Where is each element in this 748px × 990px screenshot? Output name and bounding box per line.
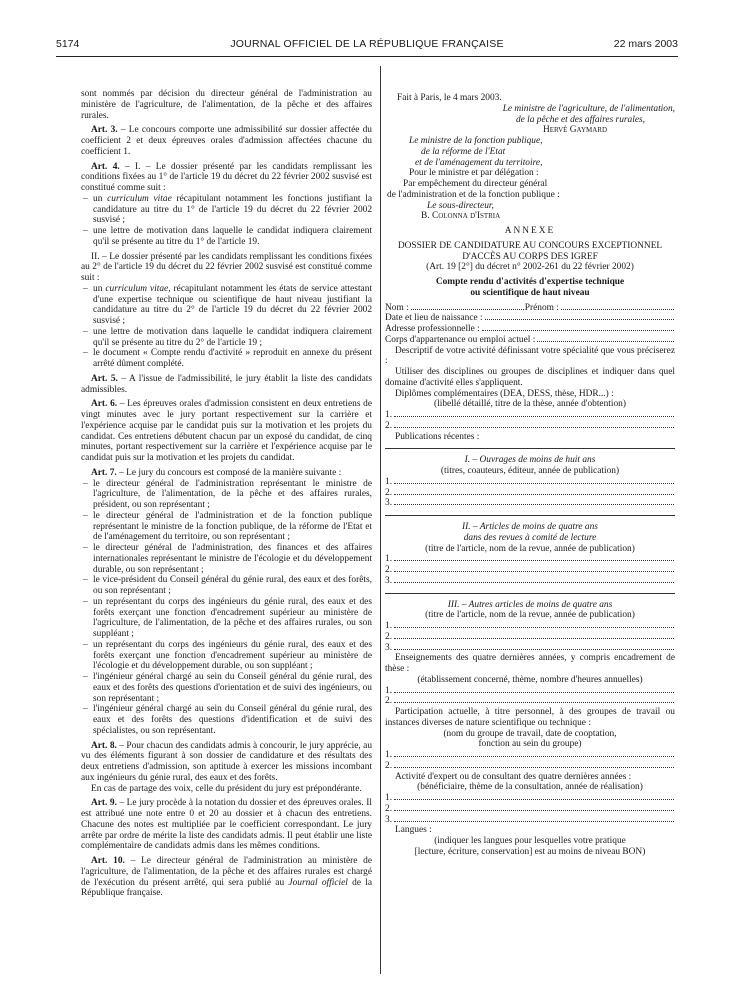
form-field-birth: Date et lieu de naissance : [385,313,675,324]
form-line: 2. [385,804,675,815]
form-line: 1. [385,410,675,421]
article-4-number: Art. 4. [91,161,120,172]
form-line: 3. [385,576,675,587]
form-line: 2. [385,761,675,772]
participation-label: Participation actuelle, à titre personnel, à des groupes de travail ou instances diverses de nature scientifique ou technique : [385,707,675,728]
article-9: Art. 9. – Le jury procède à la notation du dossier et des épreuves orales. Il est attribué une note entre 0 et 20 au dossier et à chacun des entretiens. Chacune des notes est multipliée par le coefficient correspondant. Le jury arrête par ordre de mérite la liste des candidats admis. Il peut établir une liste complémentaire de candidats admis dans les mêmes conditions. [81,798,372,852]
page-number: 5174 [56,38,80,50]
form-line: 2. [385,488,675,499]
section-divider [385,515,675,516]
form-line: 2. [385,696,675,707]
article-8-paragraph-2: En cas de partage des voix, celle du président du jury est prépondérante. [91,783,362,794]
enseignements-label: Enseignements des quatre dernières années, y compris encadrement de thèse : [385,653,675,674]
column-divider [380,66,381,974]
article-3 [81,125,372,157]
left-column [81,89,372,899]
descriptif-text: Descriptif de votre activité définissant votre spécialité que vous préciserez : [385,345,675,367]
form-line: 1. [385,554,675,565]
form-line: 1. [385,686,675,697]
journal-title: JOURNAL OFFICIEL DE LA RÉPUBLIQUE FRANÇAISE [230,38,504,50]
article-10: Art. 10. – Le directeur général de l'administration au ministère de l'agriculture, de l'alimentation, de la pêche et des affaires rurales est chargé de l'exécution du présent arrêté, qui sera publié au Journal officiel de la République française. [81,856,373,899]
form-line: 3. [385,498,675,509]
signatory-2-title: Le ministre de la fonction publique, [409,136,543,146]
article-6: Art. 6. – Les épreuves orales d'admission consistent en deux entretiens de vingt minutes avec le jury portant respectivement sur la carrière et l'expérience acquise par le candidat puis sur la motivation et les projets du candidat. Ces entretiens débutent chacun par un exposé du candidat, de cinq minutes, portant respectivement sur la carrière et l'expérience acquise par le candidat puis sur la motivation et les projets du candidat. [81,399,372,463]
form-line: 3. [385,815,675,826]
form-field-corps: Corps d'appartenance ou emploi actuel : [385,335,675,346]
article-4-section-ii: II. – Le dossier présenté par les candidats remplissant les conditions fixées au 2° de l'article 19 du décret du 22 février 2002 susvisé est constitué comme suit : [81,251,372,283]
signatory-2-name: B. Colonna d'Istria [421,211,501,222]
section-2-title: II. – Articles de moins de quatre ans [462,522,598,532]
form-line: 2. [385,565,675,576]
form-line: 1. [385,750,675,761]
expert-label: Activité d'expert ou de consultant des quatre dernières années : [395,771,632,782]
article-5: Art. 5. – A l'issue de l'admissibilité, le jury établit la liste des candidats admissibles. [81,373,372,395]
article-3-number: Art. 3. [91,125,118,136]
issue-date: 22 mars 2003 [613,38,678,50]
list-item: – l'ingénieur général chargé au sein du Conseil général du génie rural, des eaux et des forêts des questions d'identification et de suivi des spécialistes, ou son représentant. [83,704,372,736]
list-item: – une lettre de motivation dans laquelle le candidat indiquera clairement qu'il se présente au titre du 1° de l'article 19. [83,226,372,247]
form-line: 2. [385,632,675,643]
list-item: – un représentant du corps des ingénieurs du génie rural, des eaux et des forêts exerçant une fonction d'encadrement supérieur au ministère de l'écologie et du développement durable, ou son suppléant ; [83,639,372,672]
list-item: – une lettre de motivation dans laquelle le candidat indiquera clairement qu'il se présente au titre du 2° de l'article 19 ; [83,326,372,348]
form-line: 2. [385,421,675,432]
list-item: – un curriculum vitae, récapitulant notamment les états de service attestant d'une expertise technique ou scientifique de haut niveau justifiant la candidature au titre du 2° de l'article 19 du décret du 22 février 2002 susvisé ; [83,283,373,326]
form-line: 1. [385,621,675,632]
list-item: – le document « Compte rendu d'activité » reproduit en annexe du présent arrêté dûment complété. [83,348,372,369]
article-8: Art. 8. – Pour chacun des candidats admis à concourir, le jury apprécie, au vu des éléments figurant à son dossier de candidature et des résultats des deux entretiens d'admission, son aptitude à exercer les missions incombant aux ingénieurs du génie rural, des eaux et des forêts. [81,740,373,783]
list-item: – le directeur général de l'administration et de la fonction publique représentant le ministre de la fonction publique, de la réforme de l'Etat et de l'aménagement du territoire, ou son représentant ; [83,510,372,543]
signatory-1-title: Le ministre de l'agriculture, de l'alimentation, [502,103,675,114]
annexe-heading: ANNEXE [504,226,556,236]
delegation-line: Pour le ministre et par délégation : [409,168,539,179]
article-3-text: – Le concours comporte une admissibilité sur dossier affectée du coefficient 2 et deux épreuves orales d'admission affectées chacune du coefficient 1. [81,125,372,157]
article-4 [81,162,372,194]
section-divider [385,448,675,449]
form-line: 1. [385,477,675,488]
list-item: – l'ingénieur général chargé au sein du Conseil général du génie rural, des eaux et des forêts des questions d'orientation et de suivi des ingénieurs, ou son représentant ; [83,672,372,704]
signature-date: Fait à Paris, le 4 mars 2003. [397,93,502,103]
form-line: 3. [385,643,675,654]
report-title: Compte rendu d'activités d'expertise technique [435,277,625,287]
section-divider [385,593,675,594]
utiliser-text: Utiliser des disciplines ou groupes de disciplines et indiquer dans quel domaine d'activité elles s'appliquent. [385,367,675,388]
list-item: – le directeur général de l'administration représentant le ministre de l'agriculture, de l'alimentation, de la pêche et des affaires rurales, président, ou son représentant ; [83,478,372,510]
publications-label: Publications récentes : [395,431,480,442]
article-4-text: – I. – Le dossier présenté par les candidats remplissant les conditions fixées au 1° de l'article 19 du décret du 22 février 2002 susvisé est constitué comme suit : [81,161,372,193]
signatory-1-name: Hervé Gaymard [542,125,608,136]
form-line: 1. [385,793,675,804]
intro-paragraph: sont nommés par décision du directeur général de l'administration au ministère de l'agriculture, de l'alimentation, de la pêche et des affaires rurales. [81,89,372,121]
form-field-address: Adresse professionnelle : [385,324,675,335]
list-item: – le vice-président du Conseil général du génie rural, des eaux et des forêts, ou son représentant ; [83,575,372,596]
section-1-title: I. – Ouvrages de moins de huit ans [464,455,596,466]
header-rule [56,56,678,57]
list-item: – un représentant du corps des ingénieurs du génie rural, des eaux et des forêts exerçant une fonction d'encadrement supérieur au ministère de l'agriculture, de l'alimentation, de la pêche et des affaires rurales, ou son suppléant ; [83,596,372,639]
form-field-name: Nom : Prénom : [385,303,675,314]
langues-label: Langues : [395,825,432,836]
right-column: Fait à Paris, le 4 mars 2003. Le ministre de l'agriculture, de l'alimentation, de la pêche et des affaires rurales, Hervé Gaymard Le ministre de la fonction publique, de la réforme de l'Etat et de l'aménagement du territoire, Pour le ministre et par délégation : Par empêchement du directeur général de l'administration et de la fonction publique : Le sous-directeur, B. Colonna d'Istria ANNEXE DOSSIER DE CANDIDATURE AU CONCOURS EXCEPTIONNEL D'ACCÈS AU CORPS DES IGREF (Art. 19 [2°] du décret n° 2002-261 du 22 février 2002) Compte rendu d'activités d'expertise technique ou scientifique de haut niveau Nom : Prénom : Date et lieu de naissance : Adresse professionnelle : Corps d'appartenance ou emploi actuel : Descriptif de votre activité définissant votre spécialité que vous préciserez : Utiliser des disciplines ou groupes de disciplines et indiquer dans quel domaine d'activité elles s'appliquent. Diplômes complémentaires (DEA, DESS, thèse, HDR...) : (libellé détaillé, titre de la thèse, année d'obtention) 1. 2. Publications récentes : I. – Ouvrages de moins de huit ans (titres, coauteurs, éditeur, année de publication) 1. 2. 3. II. – Articles de moins de quatre ans dans des revues à comité de lecture (titre de l'article, nom de la revue, année de publication) 1. 2. 3. III. – Autres articles de moins de quatre ans (titre de l'article, nom de la revue, année de publication) 1. 2. 3. Enseignements des quatre dernières années, y compris encadrement de thèse : (établissement concerné, thème, nombre d'heures annuelles) 1. 2. Participation actuelle, à titre personnel, à des groupes de travail ou instances diverses de nature scientifique ou technique : (nom du groupe de travail, date de cooptation, fonction au sein du groupe) 1. 2. Activité d'expert ou de consultant des quatre dernières années : (bénéficiaire, thème de la consultation, année de réalisation) 1. 2. 3. Langues : (indiquer les langues pour lesquelles votre pratique [lecture, écriture, conservation] est au moins de niveau BON) [385,93,675,857]
diplomes-label: Diplômes complémentaires (DEA, DESS, thèse, HDR...) : [395,388,614,399]
article-7: Art. 7. – Le jury du concours est composé de la manière suivante : [91,467,342,478]
list-item: – un curriculum vitae récapitulant notamment les fonctions justifiant la candidature au titre du 1° de l'article 19 du décret du 22 février 2002 susvisé ; [83,193,373,226]
dossier-title: DOSSIER DE CANDIDATURE AU CONCOURS EXCEPTIONNEL [397,240,663,251]
list-item: – le directeur général de l'administration, des finances et des affaires internationales représentant le ministre de l'écologie et du développement durable, ou son représentant ; [83,543,372,575]
page-header [56,38,678,54]
section-3-title: III. – Autres articles de moins de quatre ans [447,599,613,610]
